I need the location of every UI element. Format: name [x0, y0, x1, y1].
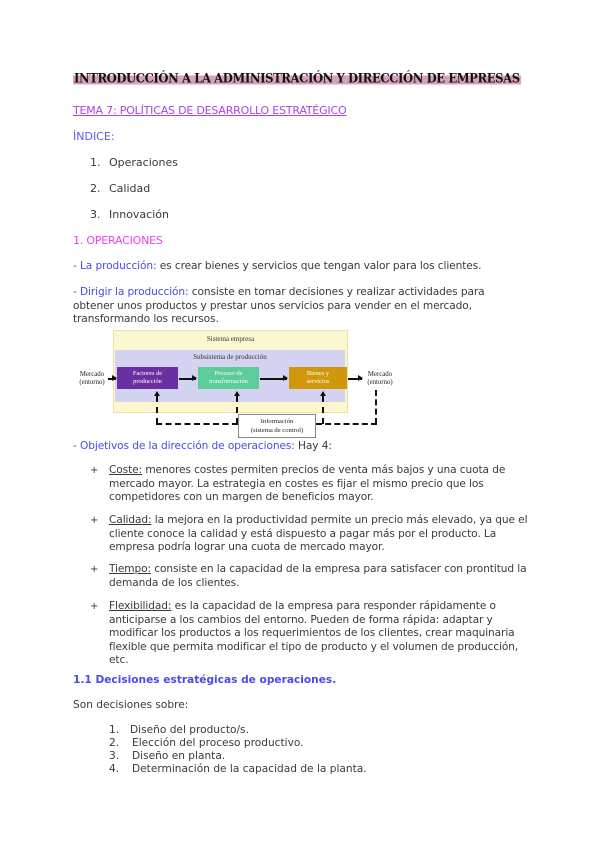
feedback-dash: [322, 396, 324, 424]
dirigir-line3: transformando los recursos.: [73, 313, 219, 325]
production-system-diagram: [75, 328, 395, 436]
decision-label: Determinación de la capacidad de la planta.: [132, 763, 367, 775]
objetivo-term: Coste:: [109, 464, 143, 476]
output-market-line1: Mercado: [367, 371, 393, 378]
document-title: INTRODUCCIÓN A LA ADMINISTRACIÓN Y DIRECCIÓN DE EMPRESAS: [74, 70, 520, 86]
input-market-line1: Mercado: [79, 371, 105, 378]
indice-number: 3.: [90, 208, 101, 221]
subsection-heading: 1.1 Decisiones estratégicas de operaciones.: [73, 674, 337, 686]
indice-number: 2.: [90, 182, 101, 195]
objetivos-text: Hay 4:: [294, 440, 332, 452]
input-market-label: [75, 371, 109, 387]
feedback-dash: [375, 390, 377, 424]
output-market-line2: (entorno): [367, 379, 393, 386]
factores-box: [117, 367, 178, 389]
info-line1: Información: [260, 418, 294, 425]
system-label: Sistema empresa: [206, 335, 255, 343]
tema-heading: TEMA 7: POLÍTICAS DE DESARROLLO ESTRATÉGICO: [73, 104, 347, 117]
produccion-term: - La producción:: [73, 260, 157, 272]
subsystem-label: Subsistema de producción: [193, 353, 267, 361]
decision-number: 2.: [109, 737, 120, 749]
section-heading: 1. OPERACIONES: [73, 234, 163, 247]
bienes-line2: servicios: [306, 378, 330, 385]
decision-number: 4.: [109, 763, 120, 775]
objetivo-term: Calidad:: [109, 514, 152, 526]
dirigir-paragraph: [73, 286, 485, 327]
feedback-dash: [156, 423, 238, 425]
dirigir-term: - Dirigir la producción:: [73, 286, 189, 298]
info-box: [238, 414, 316, 438]
feedback-dash: [316, 423, 377, 425]
bienes-box: [289, 367, 347, 389]
indice-number: 1.: [90, 156, 101, 169]
dirigir-line2: obtener unos productos y prestar unos servicios para vender en el mercado,: [73, 299, 472, 312]
arrow-right-icon: [260, 378, 287, 380]
dirigir-line1: consiste en tomar decisiones y realizar actividades para: [188, 286, 485, 298]
objetivo-text: consiste en la capacidad de la empresa para satisfacer con prontitud la demanda de los clientes.: [109, 563, 527, 589]
output-market-label: [363, 371, 397, 387]
produccion-paragraph: [73, 260, 481, 274]
plus-bullet-icon: +: [90, 465, 99, 476]
objetivo-text: es la capacidad de la empresa para responder rápidamente o anticiparse a los cambios del entorno. Pueden de forma rápida: adaptar y modificar los productos a los requerimientos de los clientes, crear maquinaria flexible que permita modificar el tipo de producto y el volumen de producción, etc.: [109, 600, 519, 667]
objetivo-text: la mejora en la productividad permite un precio más elevado, ya que el cliente conoce la calidad y está dispuesto a pagar más por el producto. La empresa podría lograr una cuota de mercado mayor.: [109, 514, 528, 554]
input-market-line2: (entorno): [79, 379, 105, 386]
decision-number: 1.: [109, 724, 120, 736]
bienes-line1: Bienes y: [306, 370, 330, 377]
indice-label-text: Calidad: [109, 182, 151, 195]
proceso-line1: Proceso de: [214, 370, 243, 377]
factores-line1: Factores de: [132, 370, 163, 377]
plus-bullet-icon: +: [90, 515, 99, 526]
plus-bullet-icon: +: [90, 564, 99, 575]
objetivo-term: Flexibilidad:: [109, 600, 172, 612]
feedback-dash: [156, 396, 158, 424]
decision-label: Diseño en planta.: [132, 750, 226, 762]
decision-label: Diseño del producto/s.: [130, 724, 249, 736]
indice-label-text: Operaciones: [109, 156, 178, 169]
indice-label-text: Innovación: [109, 208, 169, 221]
decision-label: Elección del proceso productivo.: [132, 737, 304, 749]
objetivos-term: - Objetivos de la dirección de operaciones:: [73, 440, 295, 452]
plus-bullet-icon: +: [90, 601, 99, 612]
arrow-right-icon: [108, 378, 116, 380]
indice-label: ÍNDICE:: [73, 130, 115, 143]
factores-line2: producción: [133, 378, 162, 385]
objetivos-paragraph: [73, 440, 332, 454]
objetivo-text: menores costes permiten precios de venta más bajos y una cuota de mercado mayor. La estrategia en costes es fijar el mismo precio que los competidores con un margen de beneficios mayor.: [109, 464, 506, 504]
arrow-right-icon: [348, 378, 362, 380]
son-decisiones-text: Son decisiones sobre:: [73, 699, 189, 711]
produccion-text: es crear bienes y servicios que tengan valor para los clientes.: [156, 260, 482, 272]
proceso-box: [198, 367, 259, 389]
objetivo-term: Tiempo:: [109, 563, 152, 575]
decision-number: 3.: [109, 750, 120, 762]
proceso-line2: transformación: [209, 378, 248, 385]
arrow-right-icon: [179, 378, 196, 380]
info-line2: (sistema de control): [250, 427, 304, 434]
